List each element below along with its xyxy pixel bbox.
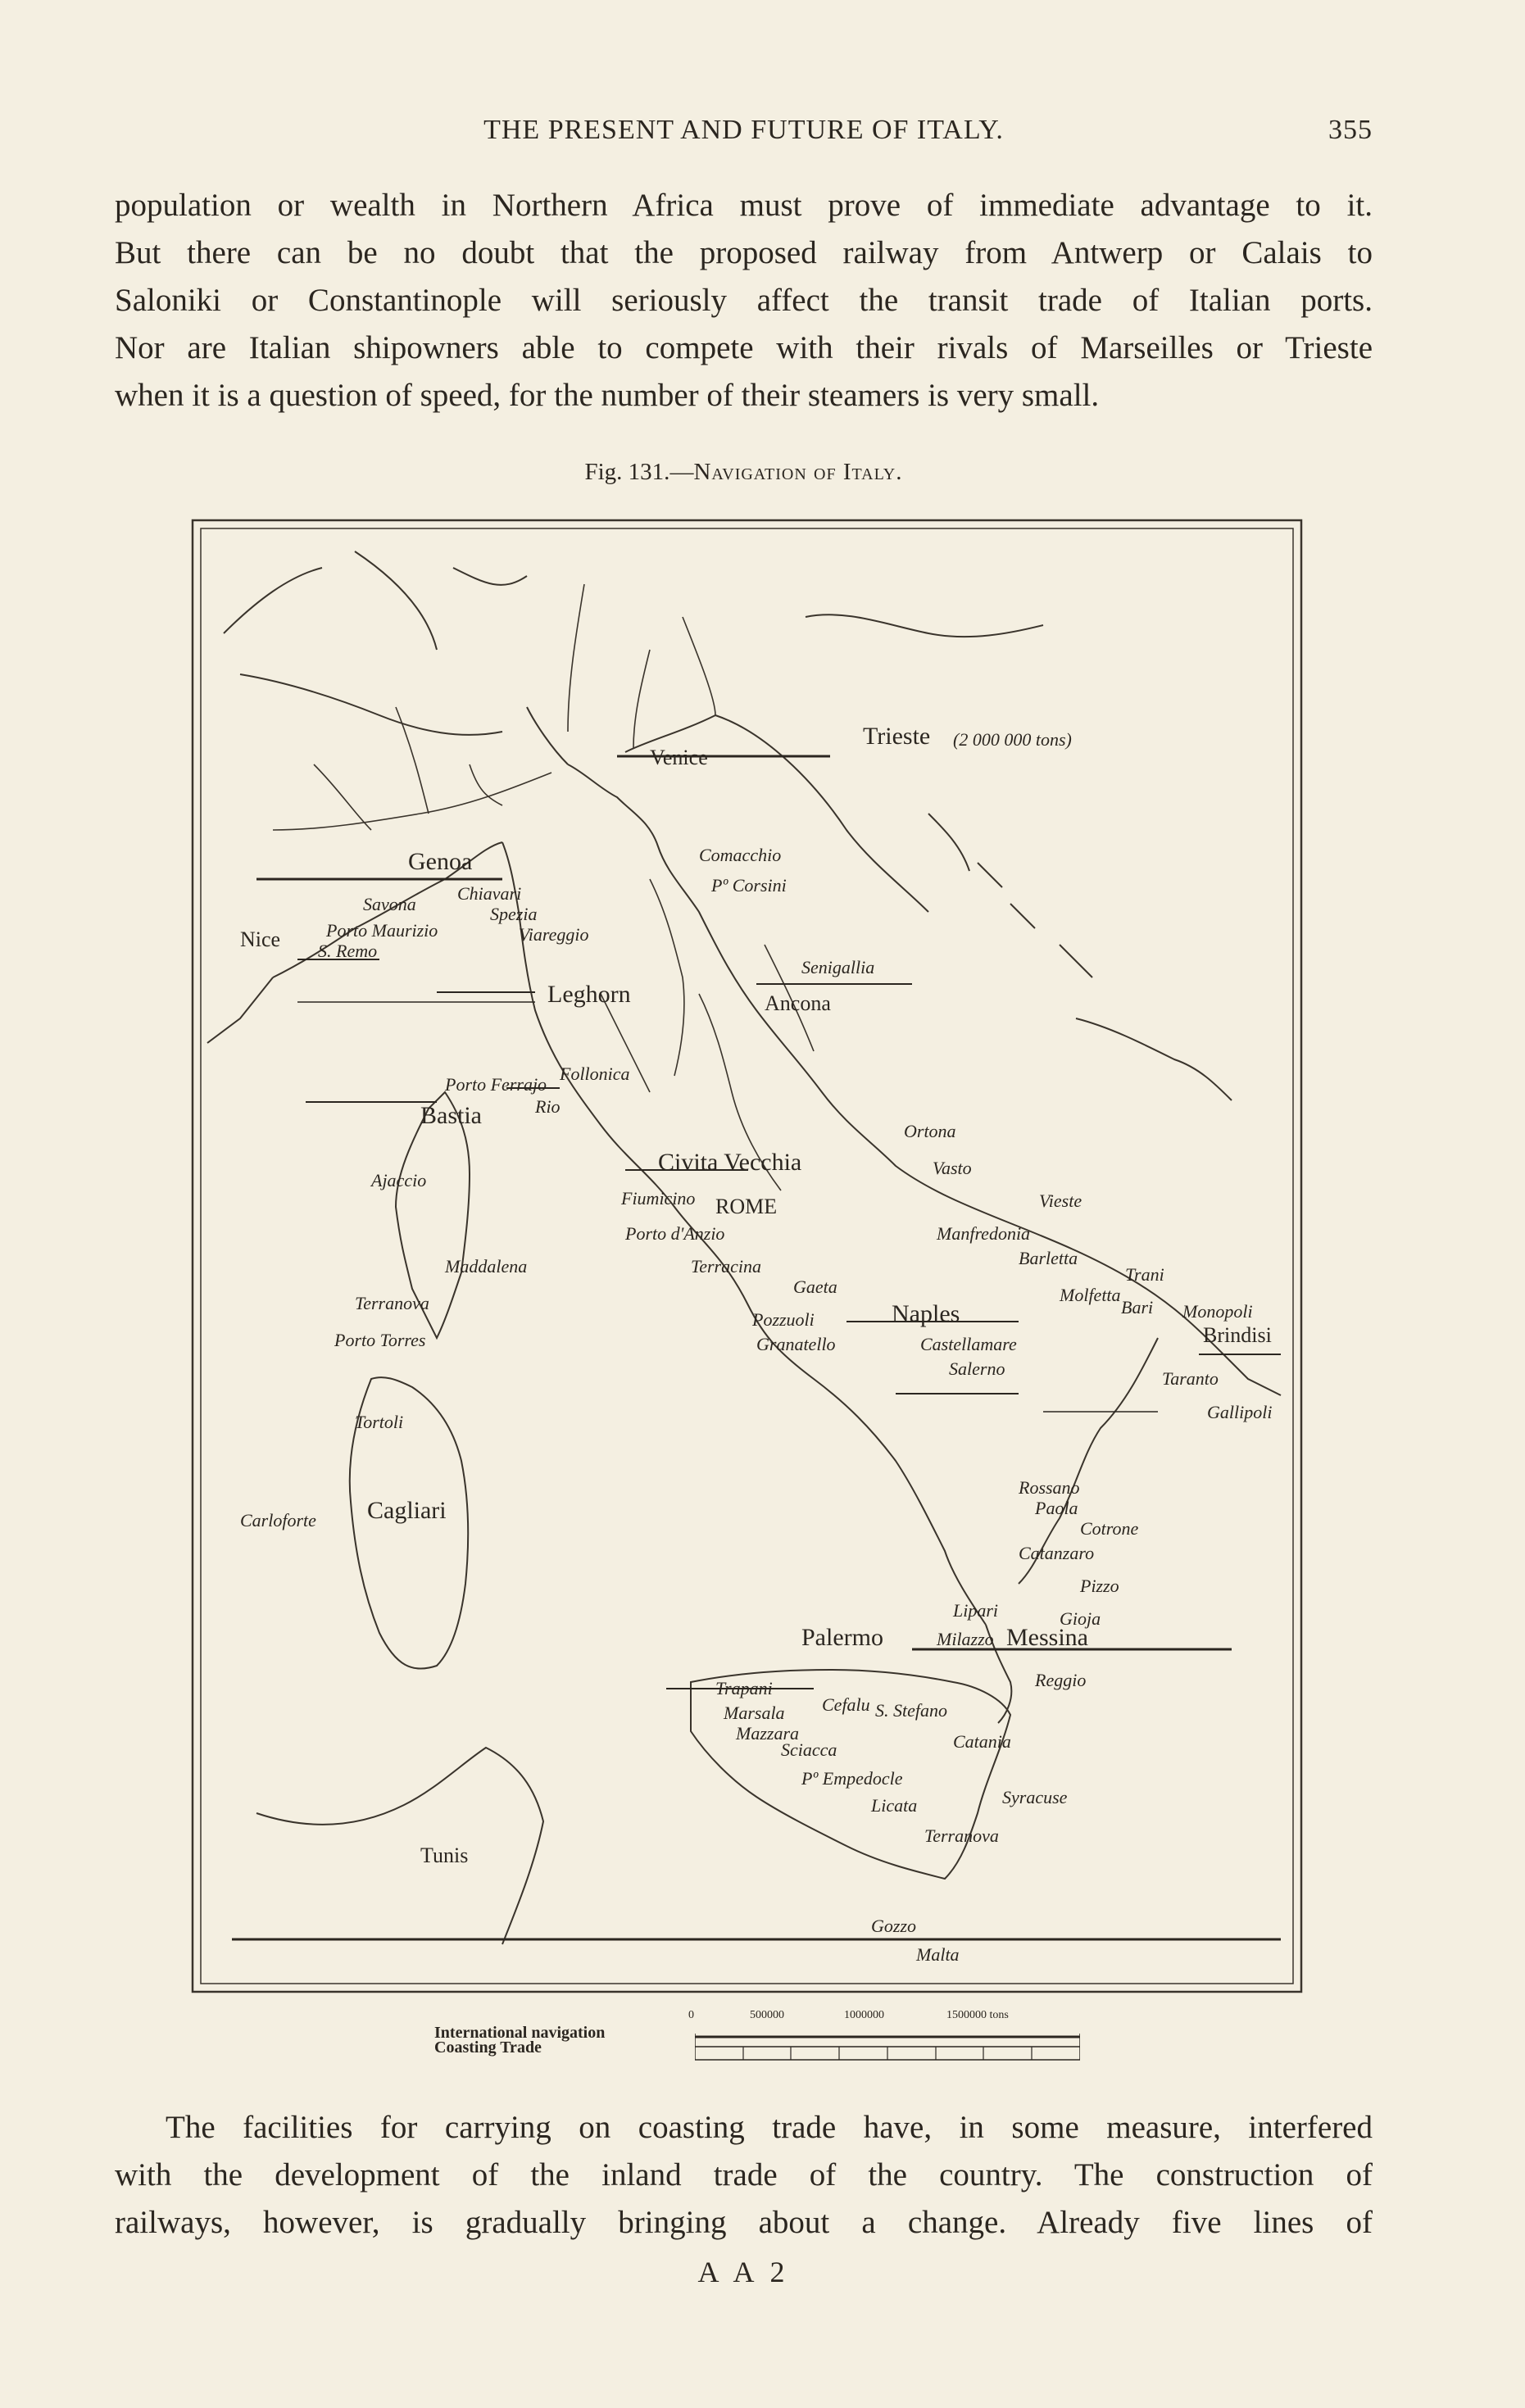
label-terranova: Terranova (355, 1293, 429, 1313)
legend-scale-bar (695, 2030, 1080, 2063)
label-pozzuoli: Pozzuoli (752, 1309, 815, 1330)
signature-mark: A A 2 (697, 2256, 790, 2288)
label-tortoli: Tortoli (355, 1412, 404, 1432)
label-ancona: Ancona (765, 991, 831, 1015)
label-trieste: Trieste (863, 723, 931, 750)
text-line: But there can be no doubt that the proposed railway from Antwerp or Calais to (115, 235, 1373, 270)
label-cotrone: Cotrone (1080, 1518, 1139, 1539)
figure-title: Navigation of Italy. (693, 459, 903, 485)
label-gioja: Gioja (1060, 1608, 1101, 1629)
text-line: with the development of the inland trade of the country. The construction of (115, 2157, 1373, 2193)
label-terracina: Terracina (691, 1256, 761, 1277)
label-fiumicino: Fiumicino (621, 1188, 696, 1209)
label-taranto: Taranto (1162, 1368, 1219, 1389)
label-cefalu: Cefalu (822, 1694, 870, 1715)
label-porto-torres: Porto Torres (334, 1330, 426, 1350)
page-number: 355 (1328, 115, 1373, 145)
label-bastia: Bastia (420, 1102, 482, 1129)
label-spezia: Spezia (490, 904, 538, 924)
scale-label: 1000000 (844, 2009, 884, 2021)
paragraph-top (115, 182, 1373, 419)
label-cagliari: Cagliari (367, 1497, 447, 1524)
label-gaeta: Gaeta (793, 1277, 837, 1297)
label-carloforte: Carloforte (240, 1510, 316, 1531)
label-rossano: Rossano (1019, 1477, 1080, 1498)
map-drawing (191, 519, 1303, 1993)
label-ortona: Ortona (904, 1121, 956, 1141)
label-nice: Nice (240, 927, 281, 951)
label-gallipoli: Gallipoli (1207, 1402, 1273, 1422)
label-porto-ferrajo: Porto Ferrajo (445, 1074, 547, 1095)
label-sciacca: Sciacca (781, 1739, 837, 1760)
legend-text (434, 2025, 605, 2055)
label-vasto: Vasto (933, 1158, 972, 1178)
label-monopoli: Monopoli (1182, 1301, 1253, 1322)
label-vieste: Vieste (1039, 1190, 1082, 1211)
label-trani: Trani (1125, 1264, 1164, 1285)
label-terranova-sicily: Terranova (924, 1825, 999, 1846)
text-line: when it is a question of speed, for the number of their steamers is very small. (115, 378, 1100, 413)
paragraph-bottom (115, 2104, 1373, 2247)
text-line: Saloniki or Constantinople will seriously affect the transit trade of Italian ports. (115, 283, 1373, 318)
label-comacchio: Comacchio (699, 845, 782, 865)
text-line: The facilities for carrying on coasting trade have, in some measure, interfered (166, 2110, 1373, 2145)
label-barletta: Barletta (1019, 1248, 1078, 1268)
scale-label: 0 (688, 2009, 694, 2021)
label-paola: Paola (1035, 1498, 1078, 1518)
label-pizzo: Pizzo (1080, 1576, 1119, 1596)
label-lipari: Lipari (953, 1600, 999, 1621)
label-molfetta: Molfetta (1060, 1285, 1121, 1305)
legend-coasting: Coasting Trade (434, 2038, 542, 2057)
label-granatello: Granatello (756, 1334, 836, 1354)
label-syracuse: Syracuse (1002, 1787, 1068, 1807)
scale-label: 1500000 tons (946, 2009, 1009, 2021)
label-milazzo: Milazzo (937, 1629, 994, 1649)
label-ajaccio: Ajaccio (371, 1170, 427, 1190)
label-gozzo: Gozzo (871, 1916, 917, 1936)
label-corsini: Pº Corsini (711, 875, 787, 896)
label-civita-vecchia: Civita Vecchia (658, 1149, 802, 1176)
label-reggio: Reggio (1035, 1670, 1087, 1690)
label-catanzaro: Catanzaro (1019, 1543, 1095, 1563)
label-empedocle: Pº Empedocle (801, 1768, 903, 1789)
label-leghorn: Leghorn (547, 981, 631, 1008)
map-legend (434, 2009, 1172, 2083)
label-tunis: Tunis (420, 1843, 469, 1867)
figure-caption: Fig. 131.—Navigation of Italy. (584, 459, 903, 485)
legend-international: International navigation (434, 2024, 606, 2042)
text-line: population or wealth in Northern Africa must prove of immediate advantage to it. (115, 188, 1373, 223)
label-viareggio: Viareggio (519, 924, 589, 945)
navigation-map (191, 519, 1303, 1993)
label-rome: ROME (715, 1195, 778, 1218)
label-trapani: Trapani (715, 1678, 773, 1698)
label-savona: Savona (363, 894, 416, 914)
label-chiavari: Chiavari (457, 883, 522, 904)
label-senigallia: Senigallia (801, 957, 875, 977)
map-labels (240, 723, 1272, 1965)
running-head (115, 115, 1373, 156)
label-san-remo: S. Remo (318, 941, 378, 961)
label-trieste-tons: (2 000 000 tons) (953, 729, 1072, 750)
label-castellamare: Castellamare (920, 1334, 1017, 1354)
label-palermo: Palermo (801, 1624, 883, 1651)
label-salerno: Salerno (949, 1358, 1005, 1379)
label-genoa: Genoa (408, 848, 473, 875)
label-naples: Naples (892, 1300, 960, 1327)
label-porto-maurizio: Porto Maurizio (326, 920, 438, 941)
text-line: railways, however, is gradually bringing about a change. Already five lines of (115, 2205, 1373, 2240)
label-bari: Bari (1121, 1297, 1154, 1317)
running-title: THE PRESENT AND FUTURE OF ITALY. (483, 115, 1004, 145)
label-maddalena: Maddalena (445, 1256, 528, 1277)
label-licata: Licata (871, 1795, 918, 1816)
label-rio: Rio (535, 1096, 561, 1117)
label-marsala: Marsala (724, 1703, 785, 1723)
label-venice: Venice (650, 746, 708, 769)
scale-label: 500000 (750, 2009, 784, 2021)
label-s-stefano: S. Stefano (875, 1700, 947, 1721)
text-line: Nor are Italian shipowners able to compete with their rivals of Marseilles or Trieste (115, 330, 1373, 365)
label-malta: Malta (916, 1944, 960, 1965)
label-mazzara: Mazzara (736, 1723, 800, 1744)
label-messina: Messina (1006, 1624, 1088, 1651)
figure-number: Fig. 131. (584, 459, 670, 485)
label-porto-d-anzio: Porto d'Anzio (625, 1223, 725, 1244)
label-follonica: Follonica (560, 1063, 630, 1084)
label-brindisi: Brindisi (1203, 1323, 1272, 1347)
label-manfredonia: Manfredonia (937, 1223, 1031, 1244)
label-catania: Catania (953, 1731, 1011, 1752)
